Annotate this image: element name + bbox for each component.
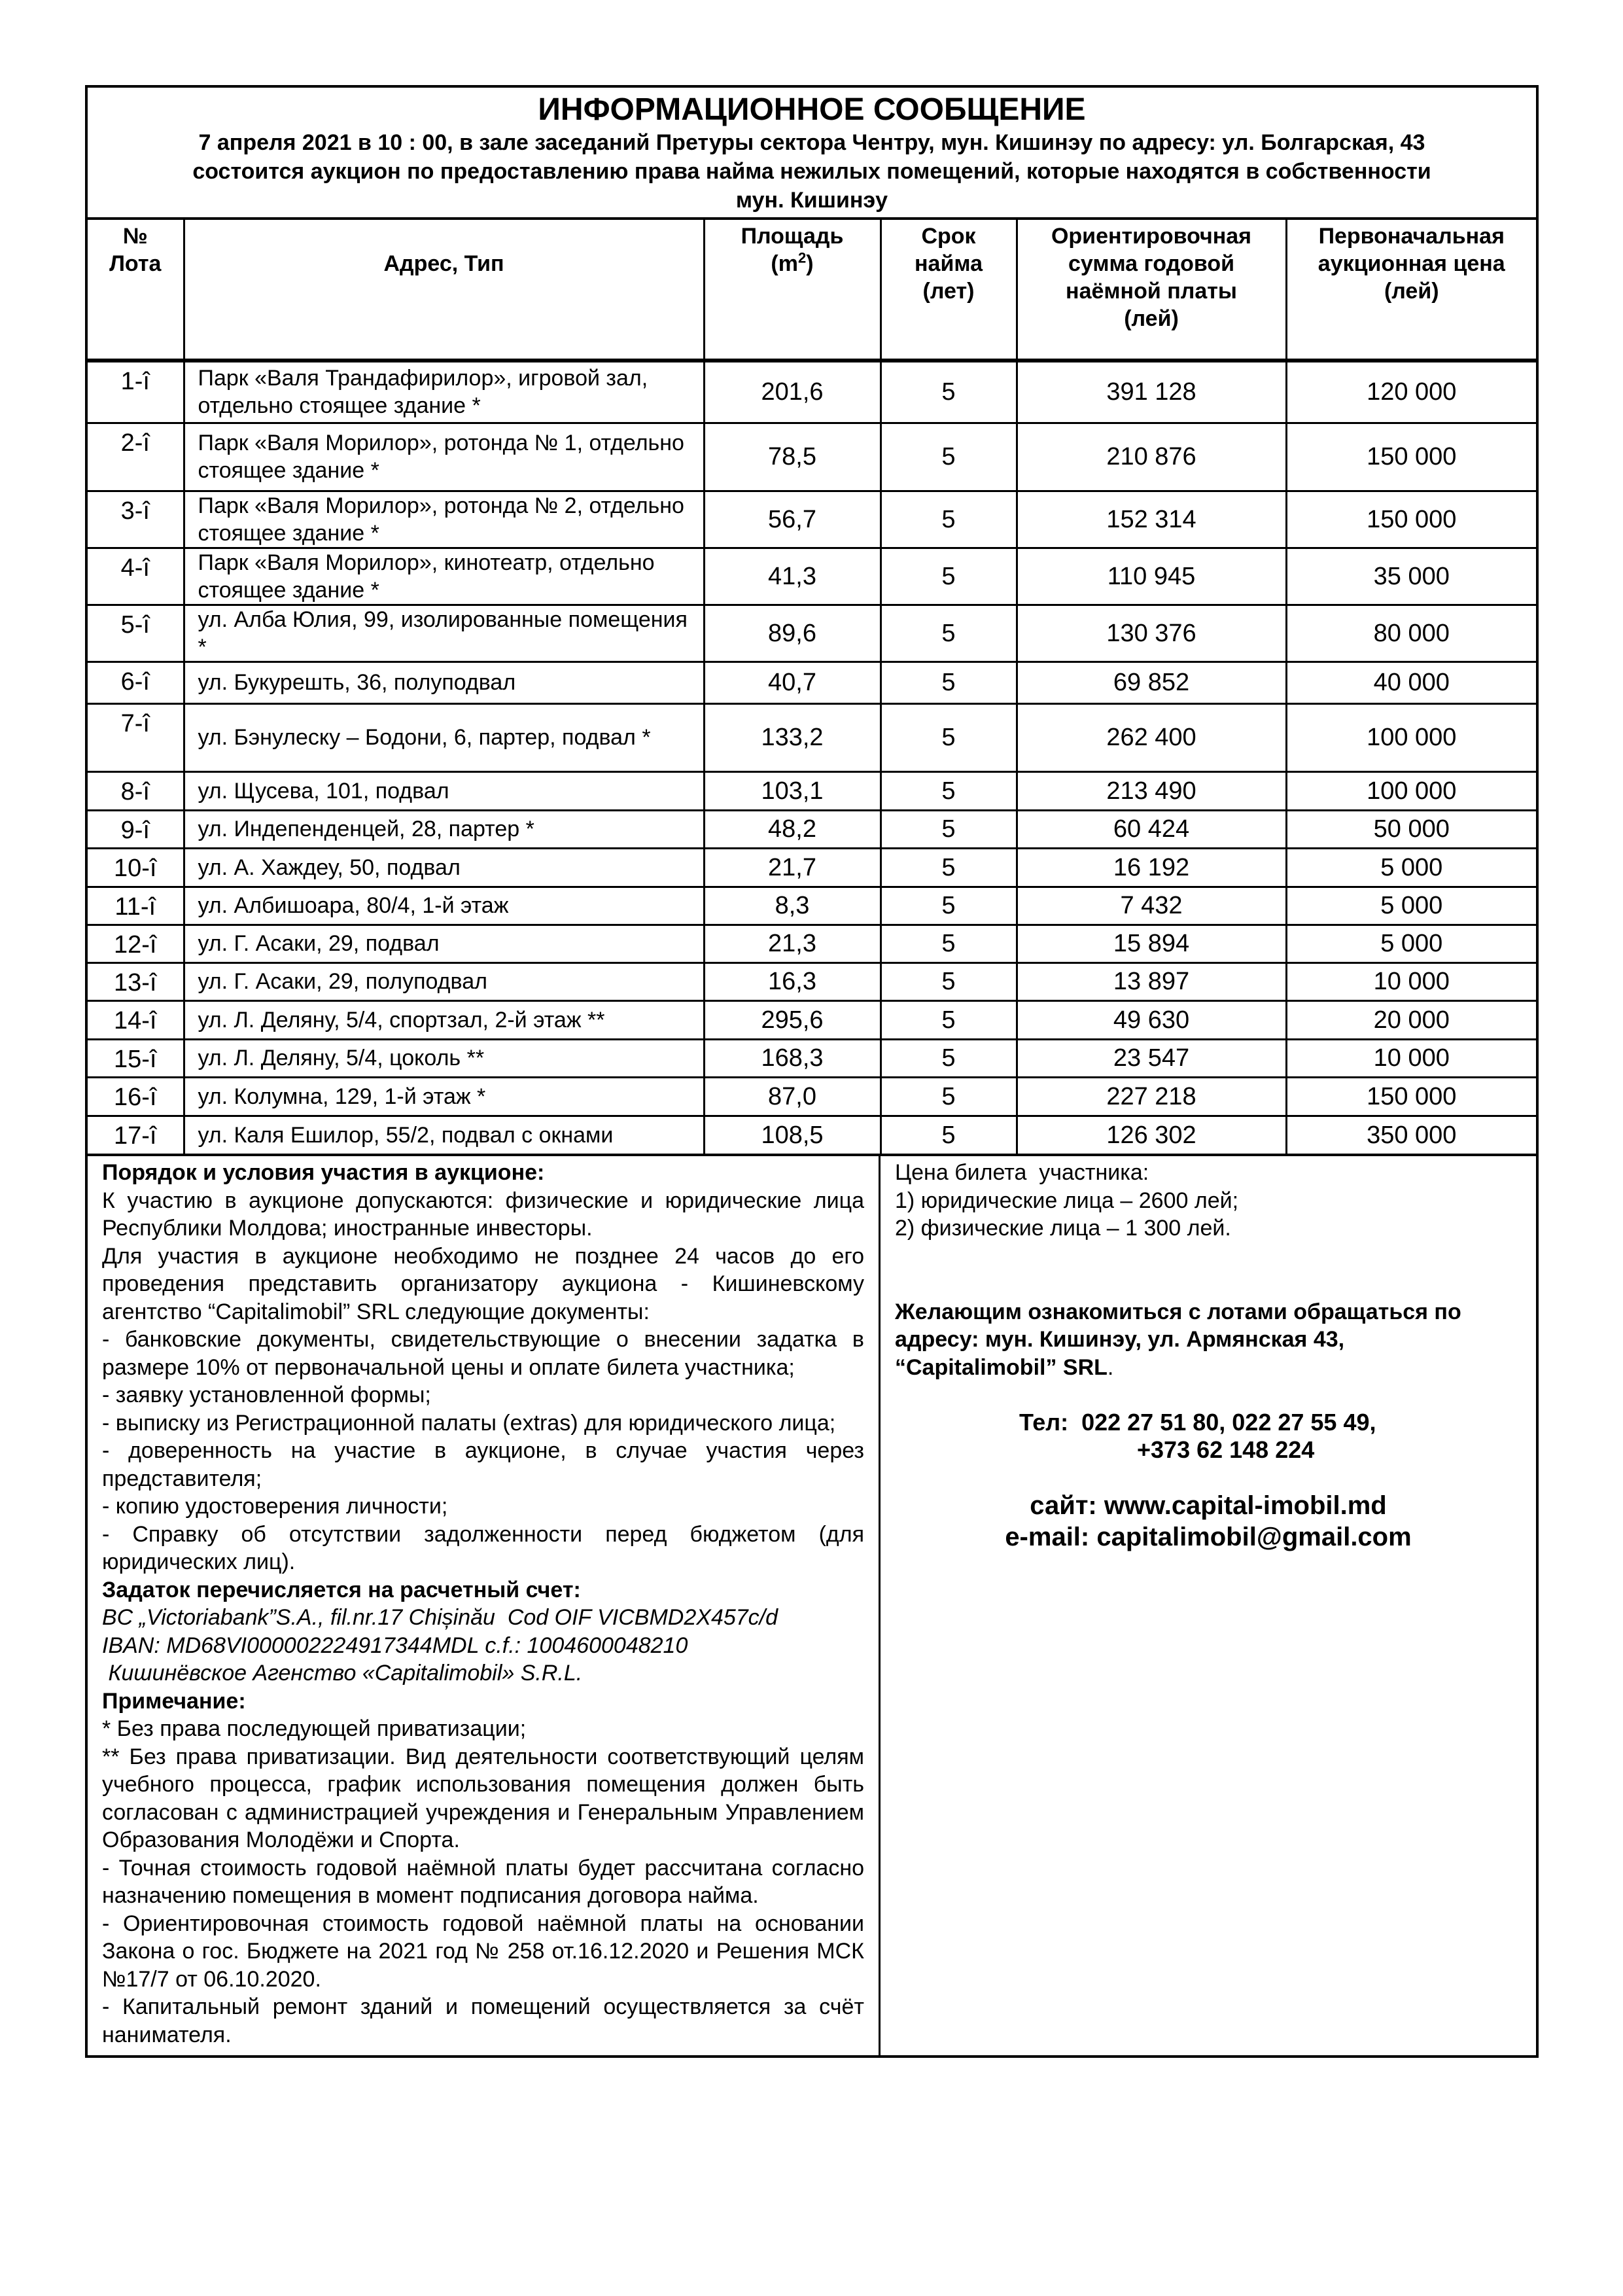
phone-line-2: +373 62 148 224 — [1137, 1436, 1315, 1463]
lot-rent: 23 547 — [1017, 1039, 1286, 1077]
document-item: - доверенность на участие в аукционе, в случае участия через представителя; — [102, 1438, 864, 1491]
table-row — [88, 925, 1536, 963]
note-item: - Точная стоимость годовой наёмной платы будет рассчитана согласно назначению помещения в момент подписания договора найма. — [102, 1855, 864, 1908]
lot-start-price: 100 000 — [1286, 771, 1536, 810]
note-heading: Примечание: — [102, 1688, 246, 1714]
table-row — [88, 963, 1536, 1000]
lot-area: 89,6 — [704, 605, 881, 662]
table-row — [88, 771, 1536, 810]
document-item: - Справку об отсутствии задолженности перед бюджетом (для юридических лиц). — [102, 1521, 864, 1574]
lot-area: 87,0 — [704, 1077, 881, 1116]
lot-start-price: 10 000 — [1286, 1039, 1536, 1077]
ticket-legal: 1) юридические лица – 2600 лей; — [895, 1188, 1239, 1213]
lot-address: ул. Бэнулеску – Бодони, 6, партер, подвал * — [184, 703, 704, 771]
lot-address: ул. Щусева, 101, подвал — [184, 771, 704, 810]
bottom-section — [88, 1154, 1536, 2055]
table-row — [88, 1039, 1536, 1077]
lot-area: 16,3 — [704, 963, 881, 1000]
lot-rent: 15 894 — [1017, 925, 1286, 963]
lot-rent: 210 876 — [1017, 423, 1286, 491]
lot-number: 7-î — [88, 703, 184, 771]
lot-rent: 213 490 — [1017, 771, 1286, 810]
lot-number: 9-î — [88, 810, 184, 848]
table-row — [88, 810, 1536, 848]
lot-term: 5 — [881, 1077, 1017, 1116]
lot-number: 5-î — [88, 605, 184, 662]
lot-term: 5 — [881, 1000, 1017, 1039]
conditions-admitted: К участию в аукционе допускаются: физические и юридические лица Республики Молдова; иностранные инвесторы. — [102, 1188, 864, 1241]
lot-start-price: 80 000 — [1286, 605, 1536, 662]
lot-start-price: 150 000 — [1286, 1077, 1536, 1116]
table-row — [88, 491, 1536, 548]
lot-address: Парк «Валя Морилор», кинотеатр, отдельно стоящее здание * — [184, 548, 704, 605]
lot-area: 133,2 — [704, 703, 881, 771]
lot-term: 5 — [881, 491, 1017, 548]
lot-term: 5 — [881, 548, 1017, 605]
lot-number: 2-î — [88, 423, 184, 491]
table-header-row — [88, 220, 1536, 361]
table-row — [88, 1116, 1536, 1154]
lot-address: ул. Индепенденцей, 28, партер * — [184, 810, 704, 848]
lot-rent: 69 852 — [1017, 662, 1286, 703]
lot-start-price: 120 000 — [1286, 361, 1536, 423]
lot-number: 11-î — [88, 887, 184, 925]
lot-number: 16-î — [88, 1077, 184, 1116]
lot-address: ул. Алба Юлия, 99, изолированные помещения * — [184, 605, 704, 662]
lot-area: 201,6 — [704, 361, 881, 423]
lot-number: 3-î — [88, 491, 184, 548]
lot-start-price: 35 000 — [1286, 548, 1536, 605]
lot-address: ул. Л. Деляну, 5/4, спортзал, 2-й этаж ** — [184, 1000, 704, 1039]
conditions-requirement: Для участия в аукционе необходимо не позднее 24 часов до его проведения представить организатору аукциона - Кишиневскому агентство “Capitalimobil” SRL следующие документы: — [102, 1243, 864, 1324]
lot-area: 8,3 — [704, 887, 881, 925]
visit-company: “Capitalimobil” SRL. — [895, 1354, 1114, 1380]
lot-area: 41,3 — [704, 548, 881, 605]
conditions-heading: Порядок и условия участия в аукционе: — [102, 1160, 545, 1185]
note-item: ** Без права приватизации. Вид деятельности соответствующий целям учебного процесса, график использования помещения должен быть согласован с администрацией учреждения и Генеральным Управлением Образования Молодёжи и Спорта. — [102, 1744, 864, 1852]
lot-number: 1-î — [88, 361, 184, 423]
table-row — [88, 605, 1536, 662]
lot-start-price: 150 000 — [1286, 423, 1536, 491]
lot-term: 5 — [881, 423, 1017, 491]
table-row — [88, 848, 1536, 887]
website-link[interactable]: сайт: www.capital-imobil.md — [1030, 1491, 1387, 1520]
lot-rent: 130 376 — [1017, 605, 1286, 662]
col-header-lot: № Лота — [88, 220, 184, 361]
lot-start-price: 40 000 — [1286, 662, 1536, 703]
table-row — [88, 662, 1536, 703]
lot-rent: 227 218 — [1017, 1077, 1286, 1116]
ticket-heading: Цена билета участника: — [895, 1160, 1149, 1185]
lot-term: 5 — [881, 771, 1017, 810]
lot-rent: 7 432 — [1017, 887, 1286, 925]
lot-area: 21,7 — [704, 848, 881, 887]
lot-term: 5 — [881, 662, 1017, 703]
lot-rent: 13 897 — [1017, 963, 1286, 1000]
table-row — [88, 548, 1536, 605]
lot-area: 103,1 — [704, 771, 881, 810]
lot-area: 168,3 — [704, 1039, 881, 1077]
lot-term: 5 — [881, 703, 1017, 771]
visit-address: Желающим ознакомиться с лотами обращаться по адресу: мун. Кишинэу, ул. Армянская 43, — [895, 1299, 1461, 1352]
lot-area: 40,7 — [704, 662, 881, 703]
lot-start-price: 10 000 — [1286, 963, 1536, 1000]
lot-number: 4-î — [88, 548, 184, 605]
lot-number: 17-î — [88, 1116, 184, 1154]
lot-rent: 391 128 — [1017, 361, 1286, 423]
page-title: ИНФОРМАЦИОННОЕ СООБЩЕНИЕ — [538, 92, 1086, 127]
table-row — [88, 887, 1536, 925]
col-header-address: Адрес, Тип — [184, 220, 704, 361]
lot-number: 8-î — [88, 771, 184, 810]
phone-line-1: Тел: 022 27 51 80, 022 27 55 49, — [1019, 1409, 1376, 1436]
document-item: - заявку установленной формы; — [102, 1383, 431, 1407]
lot-start-price: 50 000 — [1286, 810, 1536, 848]
lot-start-price: 350 000 — [1286, 1116, 1536, 1154]
col-header-price: Первоначальная аукционная цена (лей) — [1286, 220, 1536, 361]
lot-address: ул. Каля Ешилор, 55/2, подвал с окнами — [184, 1116, 704, 1154]
conditions-panel — [88, 1156, 881, 2055]
lot-rent: 16 192 — [1017, 848, 1286, 887]
table-row — [88, 703, 1536, 771]
notice-frame — [85, 85, 1539, 2058]
lot-term: 5 — [881, 810, 1017, 848]
lots-table — [88, 220, 1536, 1154]
lot-address: ул. Албишоара, 80/4, 1-й этаж — [184, 887, 704, 925]
notice-header — [88, 88, 1536, 220]
lot-start-price: 150 000 — [1286, 491, 1536, 548]
lot-start-price: 5 000 — [1286, 887, 1536, 925]
header-line-3: мун. Кишинэу — [735, 188, 888, 213]
lot-address: ул. Колумна, 129, 1-й этаж * — [184, 1077, 704, 1116]
lot-rent: 110 945 — [1017, 548, 1286, 605]
lot-term: 5 — [881, 605, 1017, 662]
note-item: * Без права последующей приватизации; — [102, 1716, 527, 1741]
lot-area: 21,3 — [704, 925, 881, 963]
lot-rent: 49 630 — [1017, 1000, 1286, 1039]
col-header-term: Срок найма (лет) — [881, 220, 1017, 361]
col-header-rent: Ориентировочная сумма годовой наёмной платы (лей) — [1017, 220, 1286, 361]
lot-term: 5 — [881, 361, 1017, 423]
lot-start-price: 5 000 — [1286, 848, 1536, 887]
lot-start-price: 5 000 — [1286, 925, 1536, 963]
note-item: - Капитальный ремонт зданий и помещений осуществляется за счёт нанимателя. — [102, 1994, 864, 2047]
lot-address: ул. Г. Асаки, 29, полуподвал — [184, 963, 704, 1000]
lot-rent: 262 400 — [1017, 703, 1286, 771]
lot-area: 48,2 — [704, 810, 881, 848]
bank-details-line-3: Кишинёвское Агенство «Capitalimobil» S.R.L. — [102, 1661, 583, 1686]
lot-address: ул. Г. Асаки, 29, подвал — [184, 925, 704, 963]
lot-rent: 60 424 — [1017, 810, 1286, 848]
lot-area: 78,5 — [704, 423, 881, 491]
ticket-physical: 2) физические лица – 1 300 лей. — [895, 1216, 1231, 1241]
lot-address: Парк «Валя Морилор», ротонда № 2, отдельно стоящее здание * — [184, 491, 704, 548]
col-header-area: Площадь $(m^2)$ — [704, 220, 881, 361]
contacts-panel — [881, 1156, 1536, 2055]
lot-area: 295,6 — [704, 1000, 881, 1039]
lot-address: Парк «Валя Морилор», ротонда № 1, отдельно стоящее здание * — [184, 423, 704, 491]
lot-address: ул. Букурешть, 36, полуподвал — [184, 662, 704, 703]
email-link[interactable]: e-mail: capitalimobil@gmail.com — [1005, 1523, 1412, 1551]
lot-number: 15-î — [88, 1039, 184, 1077]
document-item: - банковские документы, свидетельствующие о внесении задатка в размере 10% от первоначальной цены и оплате билета участника; — [102, 1327, 864, 1380]
document-item: - копию удостоверения личности; — [102, 1494, 448, 1519]
lot-start-price: 100 000 — [1286, 703, 1536, 771]
table-row — [88, 361, 1536, 423]
header-line-2: состоится аукцион по предоставлению права найма нежилых помещений, которые находятся в собственности — [192, 159, 1431, 184]
lot-term: 5 — [881, 963, 1017, 1000]
lot-number: 10-î — [88, 848, 184, 887]
deposit-heading: Задаток перечисляется на расчетный счет: — [102, 1577, 581, 1602]
lot-area: 108,5 — [704, 1116, 881, 1154]
lot-number: 13-î — [88, 963, 184, 1000]
lot-number: 6-î — [88, 662, 184, 703]
lots-table-body — [88, 361, 1536, 1154]
bank-details-line-1: BC „Victoriabank”S.A., fil.nr.17 Chișinău Cod OIF VICBMD2X457c/d — [102, 1605, 778, 1630]
document-item: - выписку из Регистрационной палаты (extras) для юридического лица; — [102, 1410, 836, 1436]
header-line-1: 7 апреля 2021 в 10 : 00, в зале заседаний Претуры сектора Чентру, мун. Кишинэу по адресу: ул. Болгарская, 43 — [198, 130, 1425, 155]
lot-address: Парк «Валя Трандафирилор», игровой зал, отдельно стоящее здание * — [184, 361, 704, 423]
lot-term: 5 — [881, 1039, 1017, 1077]
lot-address: ул. А. Хаждеу, 50, подвал — [184, 848, 704, 887]
note-item: - Ориентировочная стоимость годовой наёмной платы на основании Закона о гос. Бюджете на 2021 год № 258 от.16.12.2020 и Решения МСК №17/7 от 06.10.2020. — [102, 1911, 864, 1992]
lot-rent: 152 314 — [1017, 491, 1286, 548]
table-row — [88, 1077, 1536, 1116]
lot-address: ул. Л. Деляну, 5/4, цоколь ** — [184, 1039, 704, 1077]
lot-number: 12-î — [88, 925, 184, 963]
table-row — [88, 423, 1536, 491]
lot-rent: 126 302 — [1017, 1116, 1286, 1154]
lot-term: 5 — [881, 887, 1017, 925]
lot-term: 5 — [881, 1116, 1017, 1154]
lot-area: 56,7 — [704, 491, 881, 548]
lot-start-price: 20 000 — [1286, 1000, 1536, 1039]
lot-term: 5 — [881, 925, 1017, 963]
lot-term: 5 — [881, 848, 1017, 887]
lot-number: 14-î — [88, 1000, 184, 1039]
bank-details-line-2: IBAN: MD68VI000002224917344MDL c.f.: 1004600048210 — [102, 1633, 688, 1658]
table-row — [88, 1000, 1536, 1039]
